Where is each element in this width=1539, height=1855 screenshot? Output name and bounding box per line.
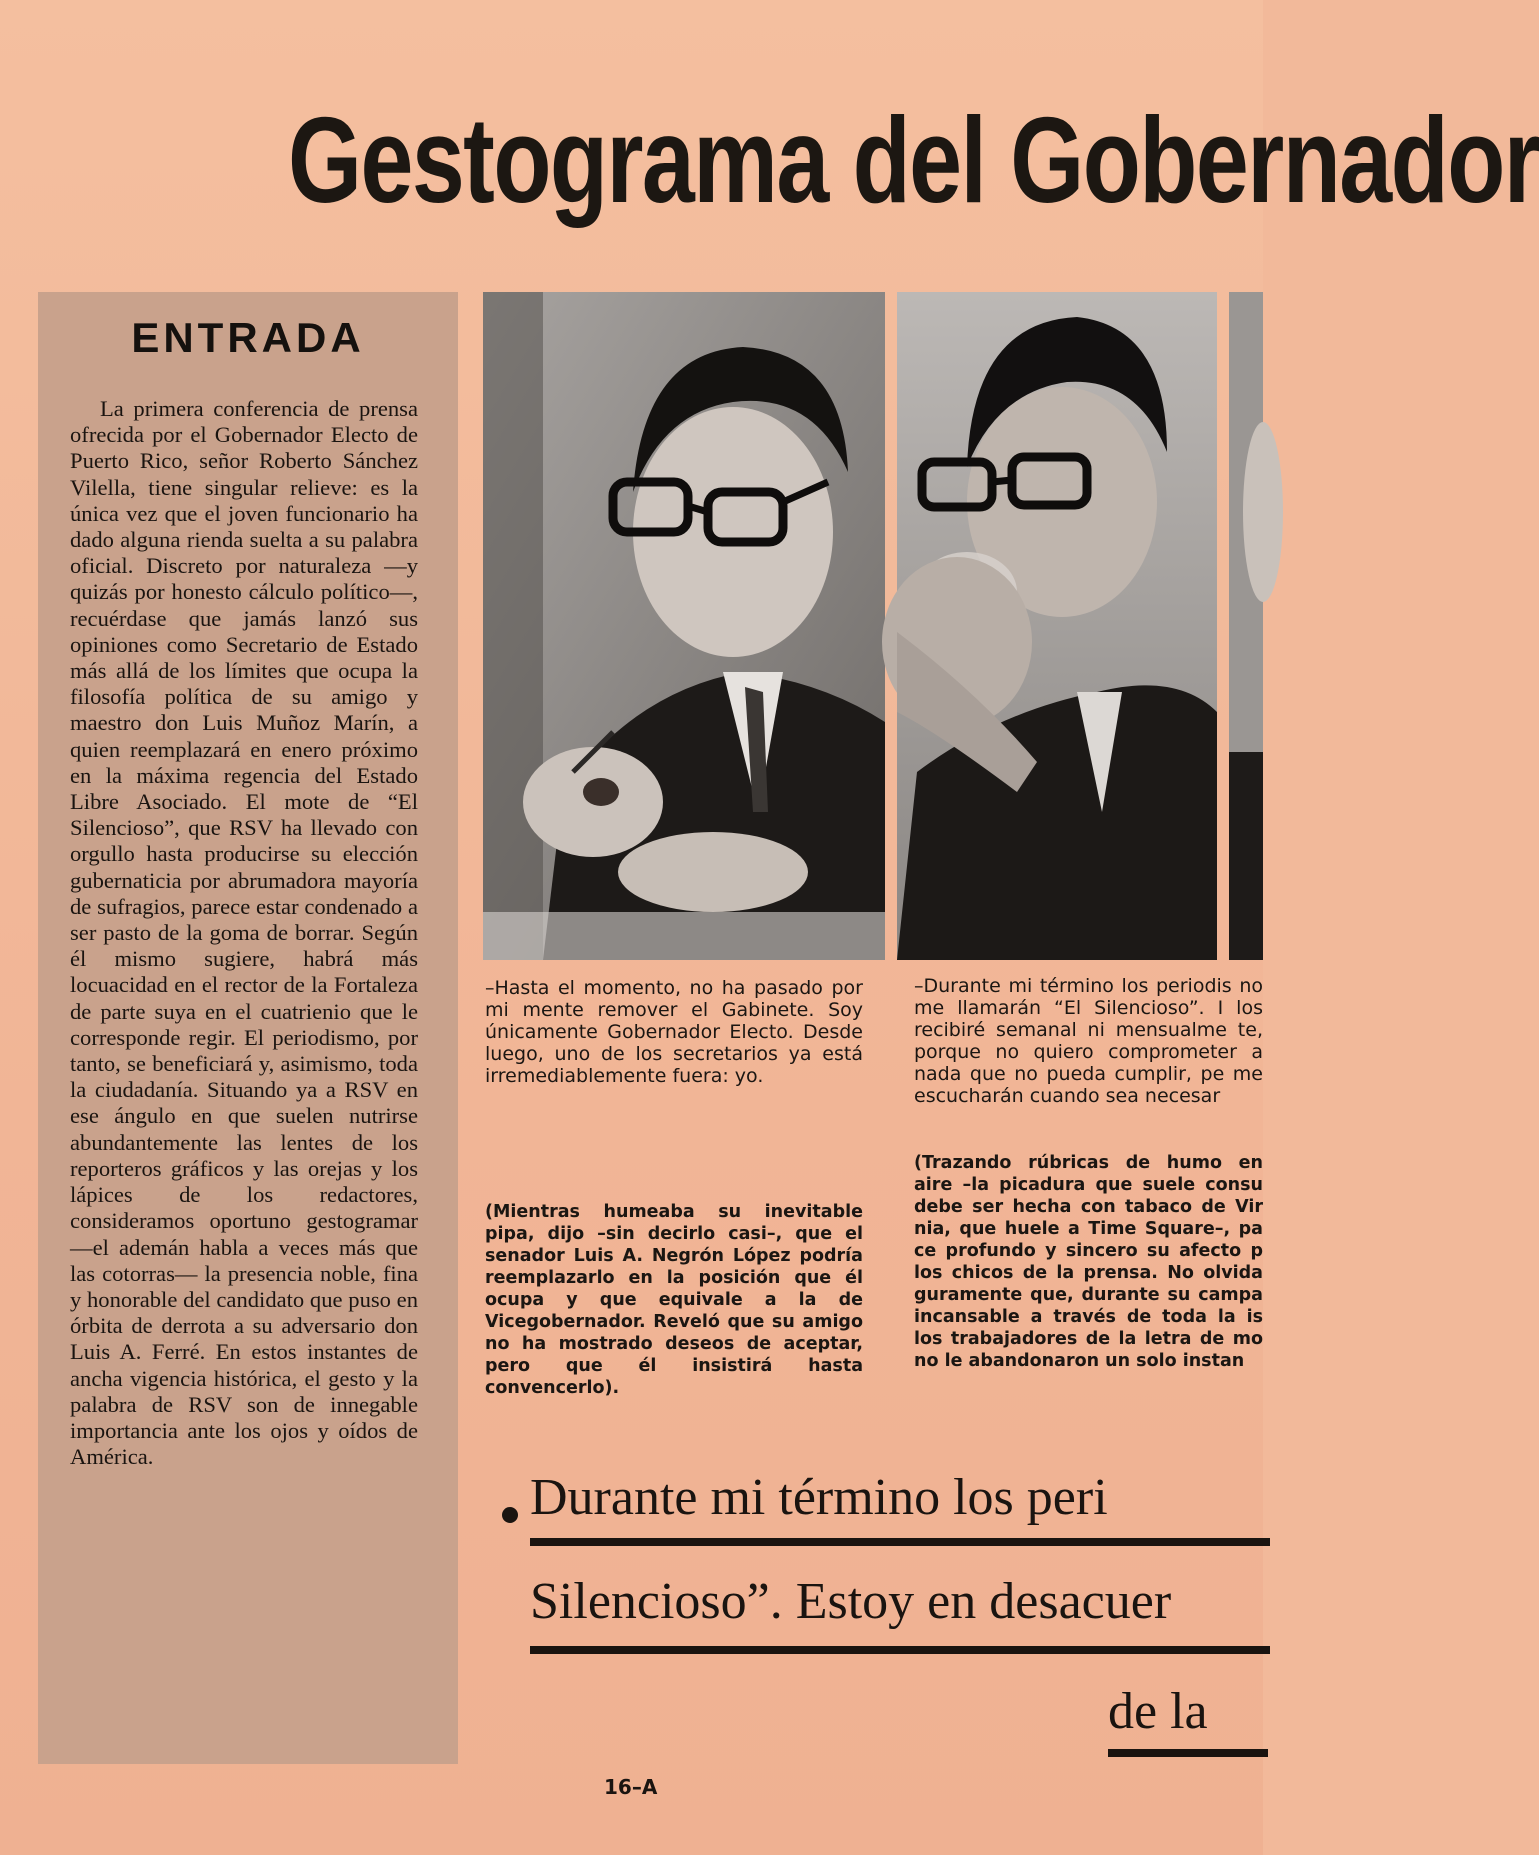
page-number: 16–A <box>604 1775 658 1799</box>
photo-governor-smoking <box>897 292 1217 960</box>
pull-quote-line-1: Durante mi término los peri <box>530 1469 1108 1526</box>
photo-governor-with-pipe <box>483 292 885 960</box>
photo-1-image <box>483 292 885 960</box>
caption-photo-2: –Durante mi término los periodis no me llamarán “El Silencioso”. I los recibiré semanal ni mensualme te, porque no quiero comprometer a nada que no pueda cumplir, pe me escucharán cuando sea necesar <box>914 975 1263 1107</box>
pull-quote-underline-2 <box>530 1646 1270 1654</box>
photo-2-image <box>897 292 1217 960</box>
entrada-heading: ENTRADA <box>131 314 365 361</box>
note-smoke: (Trazando rúbricas de humo en aire –la picadura que suele consu debe ser hecha con tabaco de Vir nia, que huele a Time Square–, pa ce profundo y sincero su afecto p los chicos de la prensa. No olvida guramente que, durante su campa incansable a través de toda la is los trabajadores de la letra de mo no le abandonaron un solo instan <box>914 1153 1263 1371</box>
pull-quote-bullet <box>502 1507 518 1523</box>
pull-quote-underline-1 <box>530 1538 1270 1546</box>
entrada-sidebar <box>38 292 458 1764</box>
photo-3-image <box>1229 292 1263 960</box>
pull-quote-line-2: Silencioso”. Estoy en desacuer <box>530 1573 1172 1630</box>
caption-photo-1: –Hasta el momento, no ha pasado por mi mente remover el Gabinete. Soy únicamente Gobernador Electo. Desde luego, uno de los secretarios ya está irremediablemente fuera: yo. <box>485 977 863 1087</box>
pull-quote-underline-3 <box>1108 1749 1268 1757</box>
pull-quote <box>490 1460 1263 1760</box>
page-title: Gestograma del Gobernador <box>288 92 1539 228</box>
note-pipe: (Mientras humeaba su inevitable pipa, dijo –sin decirlo casi–, que el senador Luis A. Negrón López podría reemplazarlo en la posición que él ocupa y que equivale a la de Vicegobernador. Reveló que su amigo no ha mostrado deseos de aceptar, pero que él insistirá hasta convencerlo). <box>485 1202 863 1398</box>
photo-3-edge <box>1229 292 1263 960</box>
title-area <box>0 80 1539 240</box>
entrada-body-text: La primera conferencia de prensa ofrecida por el Gobernador Electo de Puerto Rico, señor Roberto Sánchez Vilella, tiene singular relieve: es la única vez que el joven funcionario ha dado alguna rienda suelta a su palabra oficial. Discreto por naturaleza —y quizás por honesto cálculo político—, recuérdase que jamás lanzó sus opiniones como Secretario de Estado más allá de los límites que ocupa la filosofía política de su amigo y maestro don Luis Muñoz Marín, a quien reemplazará en enero próximo en la máxima regencia del Estado Libre Asociado. El mote de “El Silencioso”, que RSV ha llevado con orgullo hasta producirse su elección gubernaticia por abrumadora mayoría de sufragios, parece estar condenado a ser pasto de la goma de borrar. Según él mismo sugiere, habrá más locuacidad en el rector de la Fortaleza de parte suya en el cuatrienio que le corresponde regir. El periodismo, por tanto, se beneficiará y, asimismo, toda la ciudadanía. Situando ya a RSV en ese ángulo en que suelen nutrirse abundantemente las lentes de los reporteros gráficos y las orejas y los lápices de los redactores, consideramos oportuno gestogramar —el ademán habla a veces más que las cotorras— la presencia noble, fina y honorable del candidato que puso en órbita de derrota a su adversario don Luis A. Ferré. En estos instantes de ancha vigencia histórica, el gesto y la palabra de RSV son de innegable importancia ante los ojos y oídos de América. <box>70 396 418 1470</box>
pull-quote-line-3: de la <box>1108 1683 1208 1740</box>
